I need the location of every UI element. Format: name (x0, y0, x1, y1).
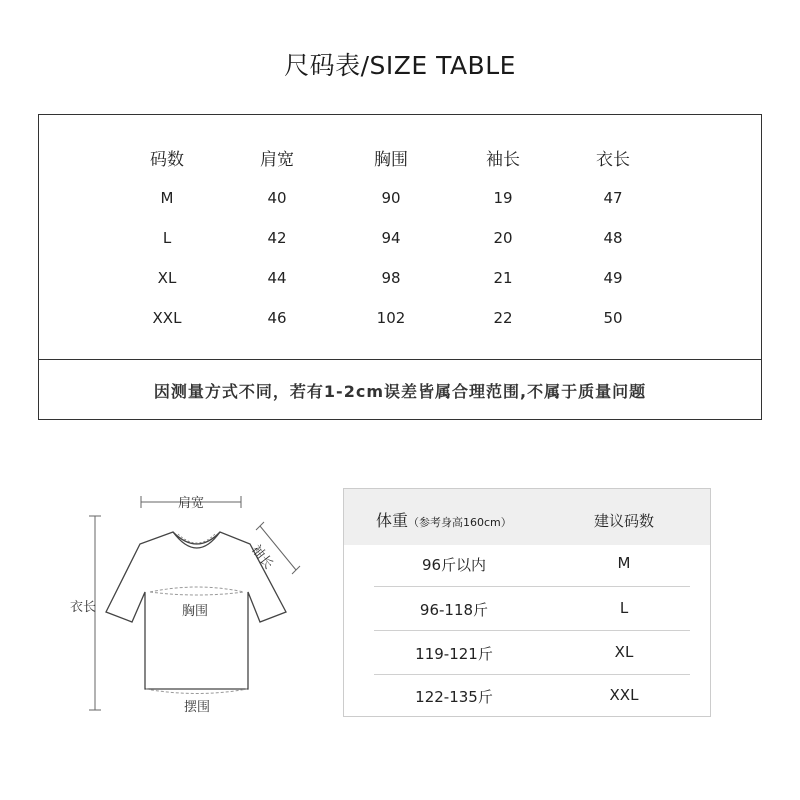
table-cell: XXL (152, 309, 182, 327)
header-shoulder: 肩宽 (260, 150, 294, 170)
header-weight-label: 体重 (376, 511, 409, 530)
table-cell: 20 (493, 229, 513, 247)
row-divider (374, 586, 690, 587)
table-cell: 47 (603, 189, 623, 207)
header-size: 码数 (150, 150, 184, 170)
diagram-label-length: 衣长 (70, 600, 97, 615)
table-cell: 94 (381, 229, 401, 247)
table-cell: 48 (603, 229, 623, 247)
table-cell: 98 (381, 269, 401, 287)
size-cell: M (617, 554, 631, 572)
table-cell: M (160, 189, 174, 207)
table-cell: 102 (376, 309, 406, 327)
weight-cell: 122-135斤 (415, 688, 493, 706)
page-title: 尺码表/SIZE TABLE (284, 51, 516, 80)
table-cell: XL (157, 269, 177, 287)
header-chest: 胸围 (374, 150, 408, 170)
measurement-note: 因测量方式不同，若有1-2cm误差皆属合理范围,不属于质量问题 (153, 382, 647, 401)
row-divider (374, 674, 690, 675)
table-divider (39, 359, 761, 360)
table-cell: 90 (381, 189, 401, 207)
header-length: 衣长 (596, 150, 630, 170)
weight-cell: 96斤以内 (421, 556, 487, 574)
row-divider (374, 630, 690, 631)
size-table (38, 114, 762, 420)
weight-cell: 96-118斤 (419, 601, 489, 619)
weight-cell: 119-121斤 (415, 645, 493, 663)
table-cell: 21 (493, 269, 513, 287)
weight-table (343, 488, 711, 717)
size-cell: XXL (609, 686, 639, 704)
header-weight (376, 508, 512, 531)
table-cell: 19 (493, 189, 513, 207)
table-cell: 49 (603, 269, 623, 287)
header-weight-note: （参考身高160cm） (408, 516, 512, 529)
table-cell: L (162, 229, 172, 247)
diagram-label-hem: 摆围 (184, 700, 211, 715)
tshirt-diagram (70, 484, 320, 724)
table-cell: 22 (493, 309, 513, 327)
table-cell: 40 (267, 189, 287, 207)
table-cell: 44 (267, 269, 287, 287)
header-recommended-size: 建议码数 (593, 512, 654, 530)
table-cell: 42 (267, 229, 287, 247)
diagram-label-shoulder: 肩宽 (178, 496, 205, 511)
size-cell: L (619, 599, 629, 617)
diagram-label-sleeve: 袖长 (248, 542, 276, 573)
table-cell: 50 (603, 309, 623, 327)
size-cell: XL (614, 643, 634, 661)
table-cell: 46 (267, 309, 287, 327)
header-sleeve: 袖长 (486, 150, 520, 170)
diagram-label-chest: 胸围 (182, 604, 209, 619)
